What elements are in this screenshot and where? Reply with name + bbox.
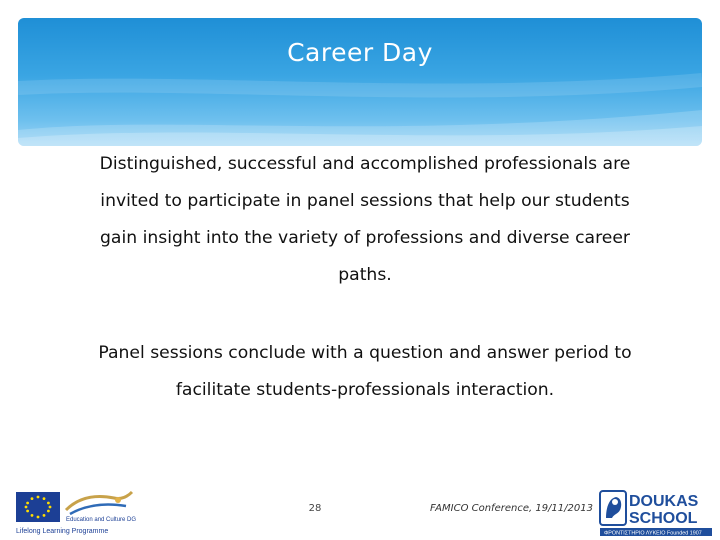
text-line: Panel sessions conclude with a question and answer period to [98, 343, 632, 363]
text-line: paths. [338, 265, 392, 285]
conference-footer: FAMICO Conference, 19/11/2013 [430, 503, 593, 514]
paragraph-invitation [60, 146, 670, 294]
svg-text:Lifelong Learning Programme: Lifelong Learning Programme [16, 528, 109, 535]
slide-title: Career Day [287, 38, 433, 67]
paragraph-panel-sessions [60, 335, 670, 409]
doukas-school-logo [598, 488, 716, 538]
svg-text:DOUKAS: DOUKAS [629, 493, 699, 510]
svg-text:SCHOOL: SCHOOL [629, 510, 698, 527]
text-line: gain insight into the variety of professions and diverse career [100, 228, 630, 248]
text-line: Distinguished, successful and accomplished professionals are [99, 154, 631, 174]
text-line: invited to participate in panel sessions that help our students [100, 191, 630, 211]
doukas-crest-icon [600, 491, 626, 525]
svg-text:ΦΡΟΝΤΙΣΤΗΡΙΟ ΛΥΚΕΙΟ Founded 19: ΦΡΟΝΤΙΣΤΗΡΙΟ ΛΥΚΕΙΟ Founded 1907 [604, 530, 702, 537]
page-number: 28 [308, 503, 322, 514]
text-line: facilitate students-professionals interaction. [175, 380, 555, 400]
lifelong-learning-programme-logo [14, 488, 144, 536]
svg-text:Education and Culture DG: Education and Culture DG [66, 517, 137, 523]
